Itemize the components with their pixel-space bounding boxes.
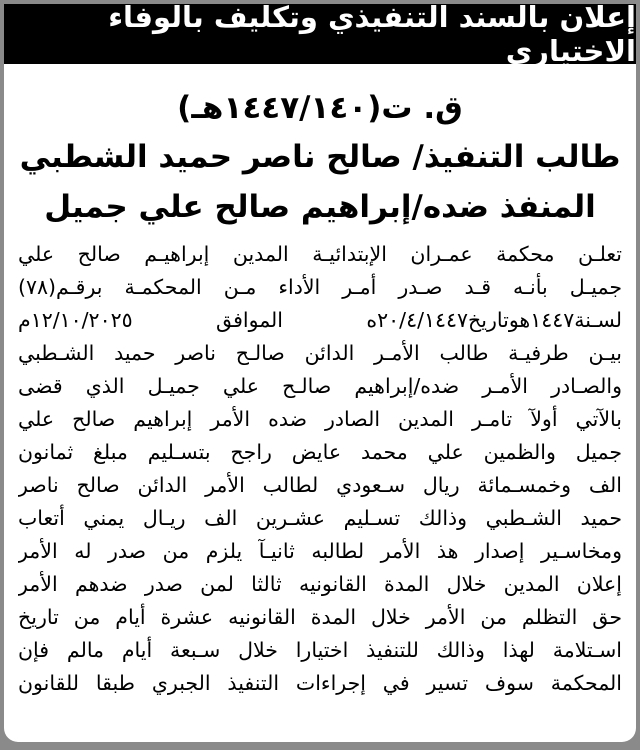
notice-title: إعلان بالسند التنفيذي وتكليف بالوفاء الاختياري [4,4,636,64]
executed-against: المنفذ ضده/إبراهيم صالح علي جميل [44,189,596,225]
body-line: جميـل بأنـه قـد صـدر أمـر الأداء مـن المحكمـة برقـم(٧٨) [18,275,622,299]
body-line: جميل والظمين علي محمد عايض راجح بتسـليم مبلغ ثمانون [18,440,622,464]
body-line: لسـنة١٤٤٧هوتاريخ٢٠/٤/١٤٤٧ه الموافق ١٢/١٠/٢٠٢٥م [18,308,622,332]
body-line: والصـادر الأمـر ضده/إبراهيم صالـح علي جميـل الذي قضى [18,374,622,398]
body-line: حق التظلم من الأمر خلال المدة القانونيه عشرة أيام من تاريخ [18,605,622,629]
body-line: الف وخمسـمائة ريال سـعودي لطالب الأمر الدائن صالح ناصر [18,473,622,497]
body-line: ومخاسـير إصدار هذ الأمر لطالبه ثانيـآ يلزم من صدر له الأمر [18,539,622,563]
notice-headings [4,84,636,232]
body-line: بيـن طرفيـة طالب الأمـر الدائن صالـح ناصر حميد الشـطبي [18,341,622,365]
case-number: ق. ت(١٤٤٧/١٤٠هـ) [177,90,463,126]
body-line: تعلـن محكمة عمـران الإبتدائيـة المدين إبراهيـم صالح علي [18,242,622,266]
execution-requester: طالب التنفيذ/ صالح ناصر حميد الشطبي [19,139,621,175]
body-line: إعلان المدين خلال المدة القانونيه ثالثا لمن صدر ضدهم الأمر [18,572,622,596]
notice [4,4,636,742]
notice-body [4,232,636,700]
body-line: حميد الشـطبي وذالك تسـليم عشـرين الف ريـال يمني أتعاب [18,506,622,530]
body-line: المحكمة سوف تسير في إجراءات التنفيذ الجبري طبقا للقانون [18,671,622,695]
body-line: بالآتي أولآ تامـر المدين الصادر ضده الأمر إبراهيم صالح علي [18,407,622,431]
body-line: اسـتلامة لهذا وذالك للتنفيذ اختيارا خلال سـبعة أيام مالم فإن [18,638,622,662]
